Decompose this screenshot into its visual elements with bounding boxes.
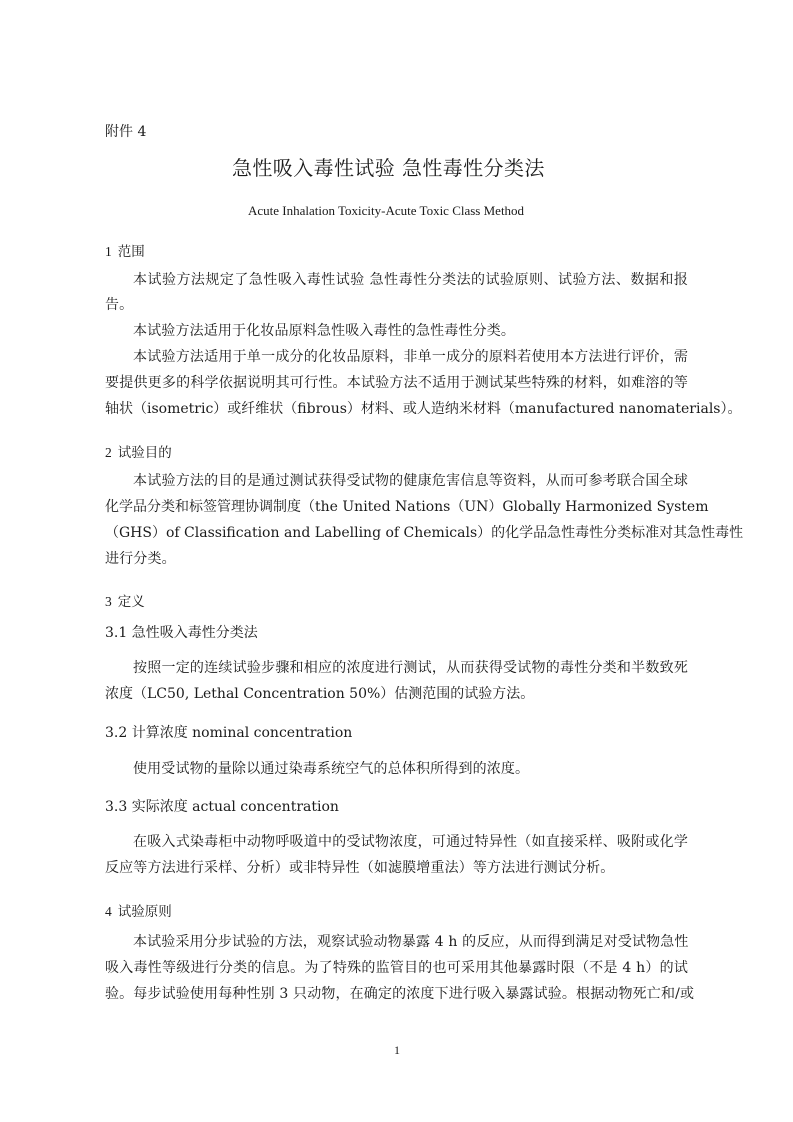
paragraph-line: 本试验方法的目的是通过测试获得受试物的健康危害信息等资料，从而可参考联合国全球: [133, 473, 688, 489]
section-number: 1: [105, 244, 112, 259]
paragraph-line: 轴状（isometric）或纤维状（fibrous）材料、或人造纳米材料（manufactured nanomaterials）。: [105, 401, 742, 417]
section-1-heading: [105, 240, 145, 260]
paragraph-line: 化学品分类和标签管理协调制度（the United Nations（UN）Globally Harmonized System: [105, 499, 709, 515]
paragraph-line: 在吸入式染毒柜中动物呼吸道中的受试物浓度，可通过特异性（如直接采样、吸附或化学: [133, 834, 688, 850]
annex-label: 附件 4: [105, 124, 147, 140]
section-title: 试验原则: [117, 904, 172, 920]
paragraph-line: 进行分类。: [105, 551, 176, 567]
paragraph-line: 本试验采用分步试验的方法，观察试验动物暴露 4 h 的反应，从而得到满足对受试物急性: [133, 934, 689, 950]
document-title: 急性吸入毒性试验 急性毒性分类法: [232, 156, 545, 180]
page-number: 1: [394, 1043, 400, 1057]
paragraph-line: 本试验方法适用于化妆品原料急性吸入毒性的急性毒性分类。: [133, 323, 516, 339]
section-number: 2: [105, 445, 112, 460]
section-title: 试验目的: [117, 445, 172, 461]
section-number: 4: [105, 904, 112, 919]
paragraph-line: 要提供更多的科学依据说明其可行性。本试验方法不适用于测试某些特殊的材料，如难溶的等: [105, 375, 688, 391]
subsection-3-2-heading: 3.2 计算浓度 nominal concentration: [105, 725, 353, 741]
section-4-heading: [105, 900, 172, 920]
subsection-3-1-heading: 3.1 急性吸入毒性分类法: [105, 625, 258, 641]
paragraph-line: 浓度（LC50, Lethal Concentration 50%）估测范围的试验方法。: [105, 686, 535, 702]
paragraph-line: 本试验方法适用于单一成分的化妆品原料，非单一成分的原料若使用本方法进行评价，需: [133, 349, 688, 365]
subsection-3-3-heading: 3.3 实际浓度 actual concentration: [105, 799, 339, 815]
paragraph-line: 告。: [105, 297, 134, 313]
section-title: 范围: [117, 244, 145, 260]
section-3-heading: [105, 590, 145, 610]
paragraph-line: 本试验方法规定了急性吸入毒性试验 急性毒性分类法的试验原则、试验方法、数据和报: [133, 272, 688, 288]
paragraph-line: 吸入毒性等级进行分类的信息。为了特殊的监管目的也可采用其他暴露时限（不是 4 h）的试: [105, 960, 688, 976]
paragraph-line: 使用受试物的量除以通过染毒系统空气的总体积所得到的浓度。: [133, 761, 530, 777]
section-2-heading: [105, 441, 172, 461]
paragraph-line: 按照一定的连续试验步骤和相应的浓度进行测试，从而获得受试物的毒性分类和半数致死: [133, 660, 688, 676]
section-title: 定义: [117, 594, 145, 610]
section-number: 3: [105, 594, 112, 609]
paragraph-line: 验。每步试验使用每种性别 3 只动物，在确定的浓度下进行吸入暴露试验。根据动物死亡和/或: [105, 986, 695, 1002]
paragraph-line: 反应等方法进行采样、分析）或非特异性（如滤膜增重法）等方法进行测试分析。: [105, 860, 615, 876]
document-subtitle: Acute Inhalation Toxicity-Acute Toxic Class Method: [248, 203, 525, 218]
paragraph-line: （GHS）of Classification and Labelling of Chemicals）的化学品急性毒性分类标准对其急性毒性: [105, 525, 744, 541]
